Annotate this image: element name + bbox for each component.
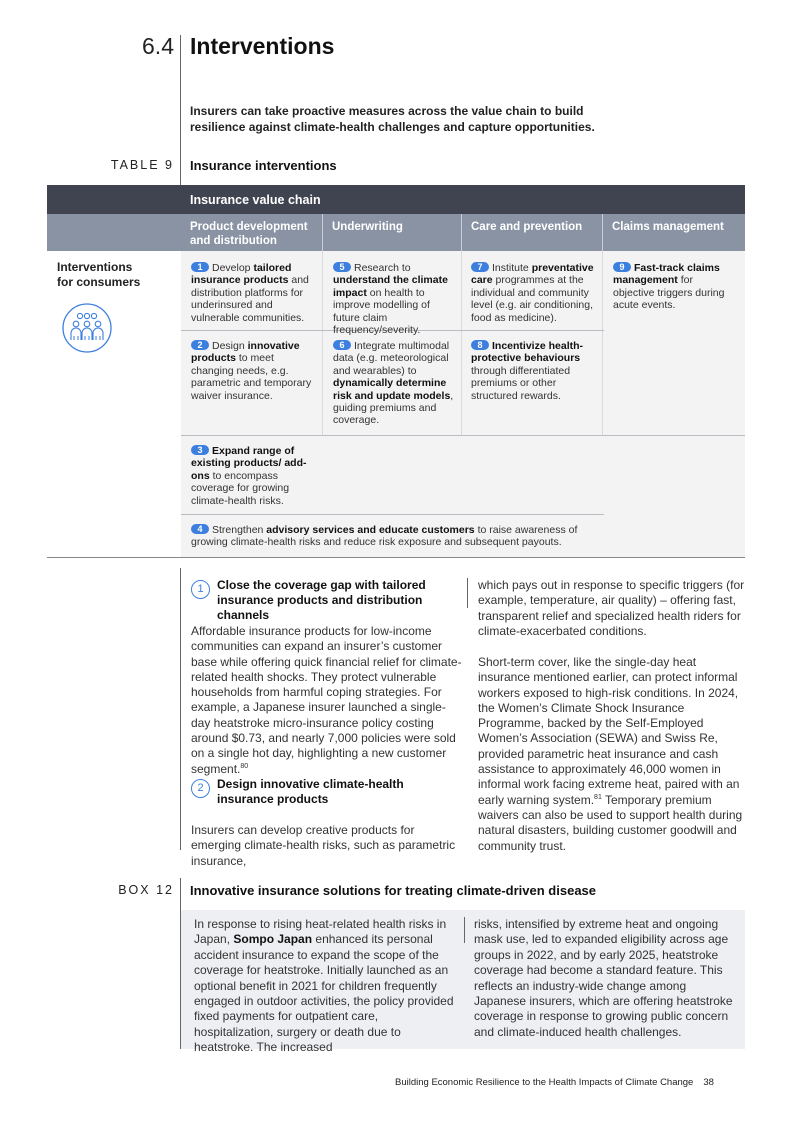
column-header-care-prevention: Care and prevention xyxy=(461,214,602,251)
number-badge: 2 xyxy=(191,340,209,350)
row-label: Interventions for consumers xyxy=(57,260,141,289)
section-title: Interventions xyxy=(190,33,335,59)
footer-title: Building Economic Resilience to the Health Impacts of Climate Change xyxy=(395,1077,694,1088)
footnote-ref: 81 xyxy=(594,793,602,801)
body-paragraph: Insurers can develop creative products for emerging climate-health risks, such as parametric insurance, xyxy=(191,823,456,868)
table-header-label: Insurance value chain xyxy=(190,193,321,207)
table-bottom-rule xyxy=(47,557,745,558)
number-badge: 9 xyxy=(613,262,631,272)
box-label: BOX 12 xyxy=(118,883,174,897)
number-badge: 3 xyxy=(191,445,209,455)
box-text-left: In response to rising heat-related health risks in Japan, Sompo Japan enhanced its personal accident insurance to expand the scope of the coverage for heatstroke. Initially launched as an optional benefit in 2021 for children frequently engaged in outdoor activities, the policy provided fixed payments for outpatient care, hospitalization, surgery or death due to heatstroke. The increased xyxy=(194,917,454,1055)
row-divider xyxy=(181,514,604,515)
cell-divider xyxy=(322,251,323,435)
column-header-claims-management: Claims management xyxy=(602,214,745,251)
column-divider xyxy=(464,917,465,943)
number-badge: 4 xyxy=(191,524,209,534)
point-number-circle: 2 xyxy=(191,779,210,798)
people-group-icon xyxy=(56,302,118,354)
box-title: Innovative insurance solutions for treating climate-driven disease xyxy=(190,883,597,898)
box-text-right: risks, intensified by extreme heat and ongoing mask use, led to expanded eligibility across age groups in 2022, and by early 2025, heatstroke coverage had become a standard feature. This reflects an industry-wide change among Japanese insurers, which are offering heatstroke coverage in response to growing public concern and climate-induced health challenges. xyxy=(474,917,733,1039)
cell-divider xyxy=(602,251,603,435)
intervention-cell-7: 7 Institute preventative care programmes at the individual and community level (e.g. air conditioning, food as medicine). xyxy=(471,262,594,324)
column-header-product-development: Product development and distribution xyxy=(190,221,308,247)
intervention-cell-5: 5 Research to understand the climate impact on health to improve modelling of future claim frequency/severity. xyxy=(333,262,448,337)
column-divider xyxy=(467,578,468,608)
section-intro: Insurers can take proactive measures across the value chain to build resilience against climate-health challenges and capture opportunities. xyxy=(190,104,595,134)
intervention-cell-8: 8 Incentivize health-protective behaviours through differentiated premiums or other structured rewards. xyxy=(471,340,584,402)
table-label: TABLE 9 xyxy=(110,158,174,172)
cell-divider xyxy=(461,251,462,435)
intervention-cell-2: 2 Design innovative products to meet changing needs, e.g. parametric and temporary waiver insurance. xyxy=(191,340,312,402)
intervention-cell-6: 6 Integrate multimodal data (e.g. meteorological and wearables) to dynamically determine risk and update models, guiding premiums and coverage. xyxy=(333,340,454,427)
page-number: 38 xyxy=(703,1077,714,1088)
number-badge: 6 xyxy=(333,340,351,350)
number-badge: 7 xyxy=(471,262,489,272)
table-column-headers xyxy=(47,214,745,251)
column-header-underwriting: Underwriting xyxy=(322,214,461,251)
table-header-bar xyxy=(47,185,745,214)
margin-rule-mid xyxy=(180,568,181,850)
intervention-cell-4: 4 Strengthen advisory services and educate customers to raise awareness of growing climate-health risks and reduce risk exposure and subsequent payouts. xyxy=(191,524,578,549)
table-title: Insurance interventions xyxy=(190,158,337,173)
number-badge: 1 xyxy=(191,262,209,272)
body-paragraph: Short-term cover, like the single-day heat insurance mentioned earlier, can protect informal workers exposed to high-risk conditions. In 2024, the Women’s Climate Shock Insurance Programme, backed by the Self-Employed Women’s Association (SEWA) and Swiss Re, provided parametric heat insurance and cash assistance to approximately 46,000 women in informal work facing extreme heat, paired with an early warning system.$^{81}$ Temporary premium waivers can also be used to support health during natural disasters, building customer goodwill and community trust. xyxy=(478,655,743,853)
intervention-cell-3: 3 Expand range of existing products/ add-ons to encompass coverage for growing climate-health risks. xyxy=(191,445,307,507)
page-footer xyxy=(395,1077,714,1088)
intervention-cell-1: 1 Develop tailored insurance products and distribution platforms for underinsured and vulnerable communities. xyxy=(191,262,309,324)
number-badge: 8 xyxy=(471,340,489,350)
body-paragraph: which pays out in response to specific triggers (for example, temperature, air quality) – offering fast, transparent relief and specialized health riders for climate-exacerbated conditions. xyxy=(478,578,745,638)
point-number-circle: 1 xyxy=(191,580,210,599)
intervention-cell-9: 9 Fast-track claims management for objective triggers during acute events. xyxy=(613,262,725,312)
point-heading-1: Close the coverage gap with tailored insurance products and distribution channels xyxy=(217,578,426,622)
margin-rule-top xyxy=(180,35,181,185)
section-number: 6.4 xyxy=(142,33,174,59)
point-heading-2: Design innovative climate-health insurance products xyxy=(217,777,404,806)
body-paragraph: Affordable insurance products for low-income communities can expand an insurer’s customer base while offering quick financial relief for climate-related health shocks. They protect vulnerable households from harmful coping strategies. For example, a Japanese insurer launched a single-day heatstroke micro-insurance policy costing around $0.73, and nearly 7,000 policies were sold on a single hot day, highlighting a new customer segment.$^{80}$ xyxy=(191,624,462,776)
footnote-ref: 80 xyxy=(240,762,249,770)
number-badge: 5 xyxy=(333,262,351,272)
row-divider xyxy=(181,435,745,436)
